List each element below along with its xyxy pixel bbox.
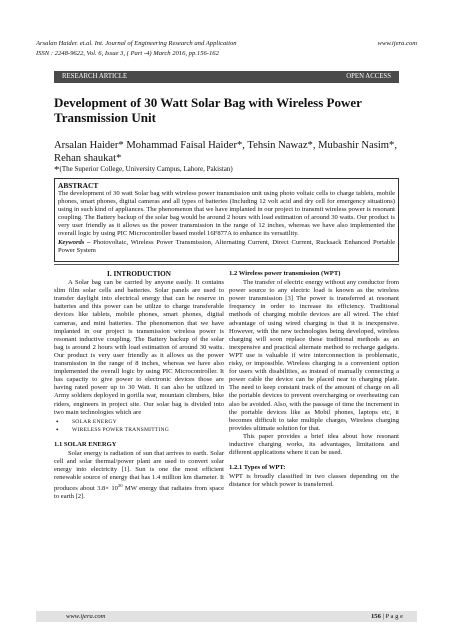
solar-energy-paragraph (54, 450, 224, 502)
introduction-paragraph: A Solar bag can be carried by anyone easily. It contains slim film solar cells and batteries. Solar panels are used to transfer daylight into electrical energy that can be reserve in batteries and this power can be utilize to charge transferable devices like tablets, mobile phones, smart phones, digital cameras, and mini batteries. The phenomenon that we have implanted in our project is transmission wireless power is resonant inductive coupling. The Battery backup of the solar bag is around 2 hours with load estimation of around 30 watts. Our product is very user friendly as it allows us the power transmission in the range of 8 inches, whereas we have also implemented the overall logic by using PIC Microcontroller. It has capacity to give power to electronic devices those are having rated power up to 30 Watt. It can also be utilized in Army soldiers deployed in gorilla war, mountain climbers, bike riders, engineers in project site. Our solar bag is divided into two main technologies which are (54, 279, 224, 416)
abstract-box (54, 178, 399, 262)
author-list: Arsalan Haider* Mohammad Faisal Haider*, Tehsin Nawaz*, Mubashir Nasim*, Rehan shaukat* (54, 140, 397, 164)
keywords-text: Photovoltaic, Wireless Power Transmission, Alternating Current, Direct Current, Rucksack Enhanced Portable Power System (58, 238, 395, 254)
article-banner (54, 71, 399, 83)
solar-energy-text: Solar energy is radiation of sun that arrives to earth. Solar cell and solar thermal/power plant are used to convert solar energy into electricity [1]. Sun is one the most efficient renewable source of energy that has 1.4 million km diameter. It produces about 3.8× 10 (54, 449, 224, 493)
affiliation-marker: * (54, 164, 60, 176)
introduction-heading: I. INTRODUCTION (107, 270, 171, 278)
page-number (371, 611, 403, 622)
abstract-heading: ABSTRACT (58, 181, 99, 190)
page-label: | P a g e (380, 613, 403, 620)
abstract-text: The development of 30 watt Solar bag with wireless power transmission unit using photo voltaic cells to charge tablets, mobile phones, smart phones, digital cameras and all types of batteries (Including 12 volt acid and dry cell for emergency situations) using in such kind of appliances. The phenomenon that we have implanted in our project to transmit wireless power is resonant coupling. The Battery backup of the solar bag would be around 2 hours with load estimation of around 30 watts. Our product is very user friendly as it allows us the power transmission in the range of 12 inches, whereas we have also implemented the overall logic by using PIC Microcontroller based model 16F877A to enhance its versatility. (58, 190, 395, 238)
list-item: • WIRELESS POWER TRANSMITTING (54, 426, 224, 434)
page-number-value: 156 (370, 613, 381, 620)
page-footer (36, 611, 417, 622)
journal-website: www.ijera.com (377, 40, 417, 47)
article-type-label: RESEARCH ARTICLE (62, 73, 128, 80)
wpt-paragraph-2: This paper provides a brief idea about how resonant inductive charging works, its advantages, limitations and different applications where it can be used. (229, 432, 399, 457)
right-column (229, 270, 399, 489)
footer-website: www.ijera.com (66, 613, 106, 620)
wpt-types-heading: 1.2.1 Types of WPT: (229, 464, 286, 472)
wpt-types-paragraph: WPT is broadly classified in two classes depending on the distance for which power is transferred. (229, 473, 399, 489)
affiliation-text: (The Superior College, University Campus, Lahore, Pakistan) (59, 165, 233, 173)
issn-line: ISSN : 2248-9622, Vol. 6, Issue 3, ( Part -4) March 2016, pp.156-162 (36, 50, 219, 57)
solar-energy-text-end: MW energy that radiates from space to earth [2]. (54, 485, 225, 501)
keywords-label: Keywords – (58, 238, 91, 246)
wpt-heading: 1.2 Wireless power transmission (WPT) (229, 270, 341, 277)
wpt-paragraph: The transfer of electric energy without any conductor from power source to any electric load is known as the wireless power transmission [3] The power is transferred at resonant frequency in order to increase its efficiency. Traditional methods of charging mobile devices are all wired. The chief advantage of using wired charging is that it is inexpensive. However, with the new technologies being developed, wireless charging will soon replace these traditional methods as an inexpensive and practical alternate method to recharge gadgets. WPT use is valuable if wire interconnection is problematic, risky, or impossible. Wireless charging is a convenient option for users with disabilities, as instead of manually connecting a power cable the device can be placed near to charging plate. The need to keep constant track of the amount of charge on all the portable devices to prevent overcharging or overheating can also be avoided. Also, with the passage of time the increment in the portable devices like as Mobil phones, laptops etc, it becomes difficult to take multiple charges, Wireless charging provides ultimate solution for that. (229, 279, 399, 432)
exponent: 20 (117, 483, 123, 489)
running-header (36, 40, 417, 49)
paper-title: Development of 30 Watt Solar Bag with Wireless Power Transmission Unit (54, 95, 362, 125)
list-item: • SOLAR ENERGY (54, 418, 224, 426)
section-divider (54, 264, 399, 265)
access-label: OPEN ACCESS (346, 73, 391, 80)
left-column (54, 270, 224, 502)
journal-citation: Arsalan Haider. et.al. Int. Journal of Engineering Research and Application (36, 40, 237, 47)
affiliation (54, 165, 399, 175)
technology-list (54, 418, 224, 434)
keywords-line (58, 239, 395, 255)
solar-energy-heading: 1.1 SOLAR ENERGY (54, 440, 117, 448)
